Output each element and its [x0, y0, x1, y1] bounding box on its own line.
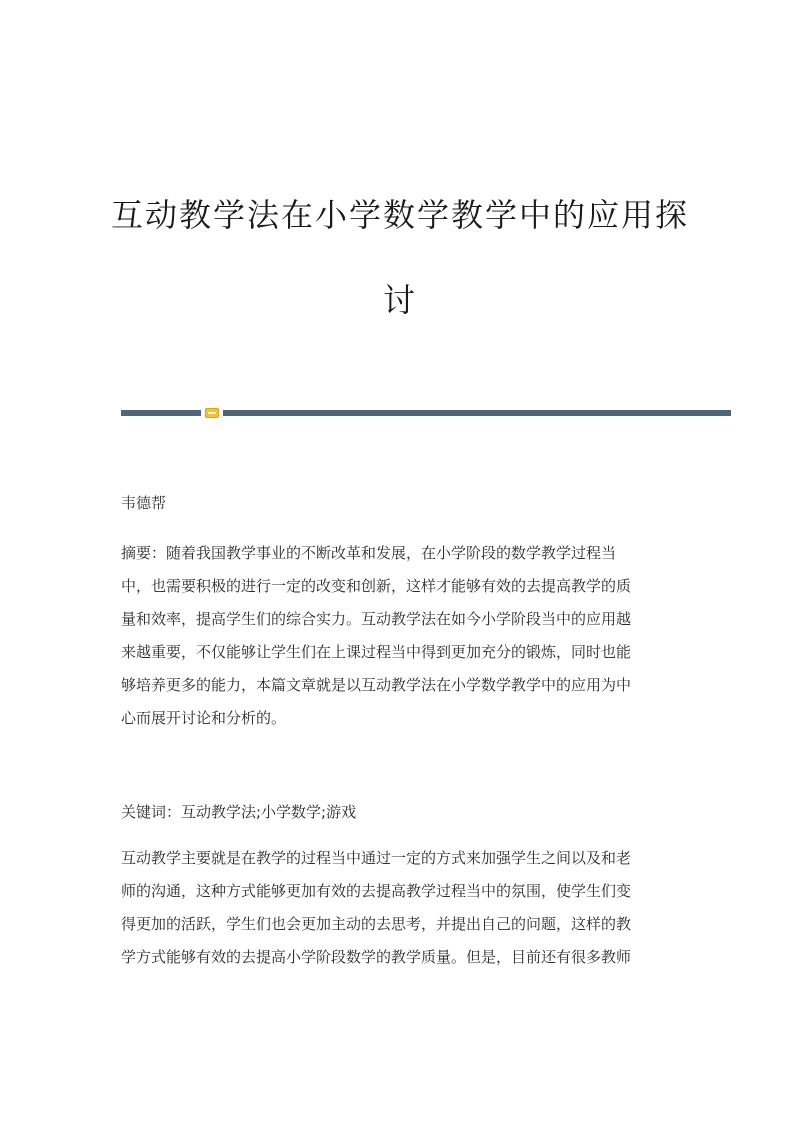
- body-line: 师的沟通，这种方式能够更加有效的去提高教学过程当中的氛围，使学生们变: [121, 882, 632, 900]
- abstract-line: 摘要：随着我国教学事业的不断改革和发展，在小学阶段的数学教学过程当: [121, 544, 617, 562]
- document-title-line-2: 讨: [382, 281, 417, 319]
- folder-icon: [205, 408, 219, 418]
- abstract-line: 量和效率，提高学生们的综合实力。互动教学法在如今小学阶段当中的应用越: [121, 610, 632, 628]
- body-line: 学方式能够有效的去提高小学阶段数学的教学质量。但是，目前还有很多教师: [121, 948, 632, 966]
- author-name: 韦德帮: [121, 494, 167, 512]
- body-paragraph: [121, 842, 681, 974]
- body-line: 得更加的活跃，学生们也会更加主动的去思考，并提出自己的问题，这样的教: [121, 915, 632, 933]
- abstract-line: 够培养更多的能力，本篇文章就是以互动教学法在小学数学教学中的应用为中: [121, 676, 632, 694]
- document-title-line-1: 互动教学法在小学数学教学中的应用探: [110, 196, 689, 234]
- abstract-line: 中，也需要积极的进行一定的改变和创新，这样才能够有效的去提高教学的质: [121, 577, 632, 595]
- abstract-line: 来越重要，不仅能够让学生们在上课过程当中得到更加充分的锻炼，同时也能: [121, 643, 632, 661]
- divider-bar-right: [223, 410, 731, 416]
- body-line: 互动教学主要就是在教学的过程当中通过一定的方式来加强学生之间以及和老: [121, 849, 632, 867]
- abstract-line: 心而展开讨论和分析的。: [121, 709, 287, 727]
- abstract-paragraph: [121, 537, 681, 735]
- divider-bar-left: [121, 410, 201, 416]
- keywords-line: 关键词：互动教学法;小学数学;游戏: [121, 803, 357, 821]
- title-divider: [121, 408, 731, 417]
